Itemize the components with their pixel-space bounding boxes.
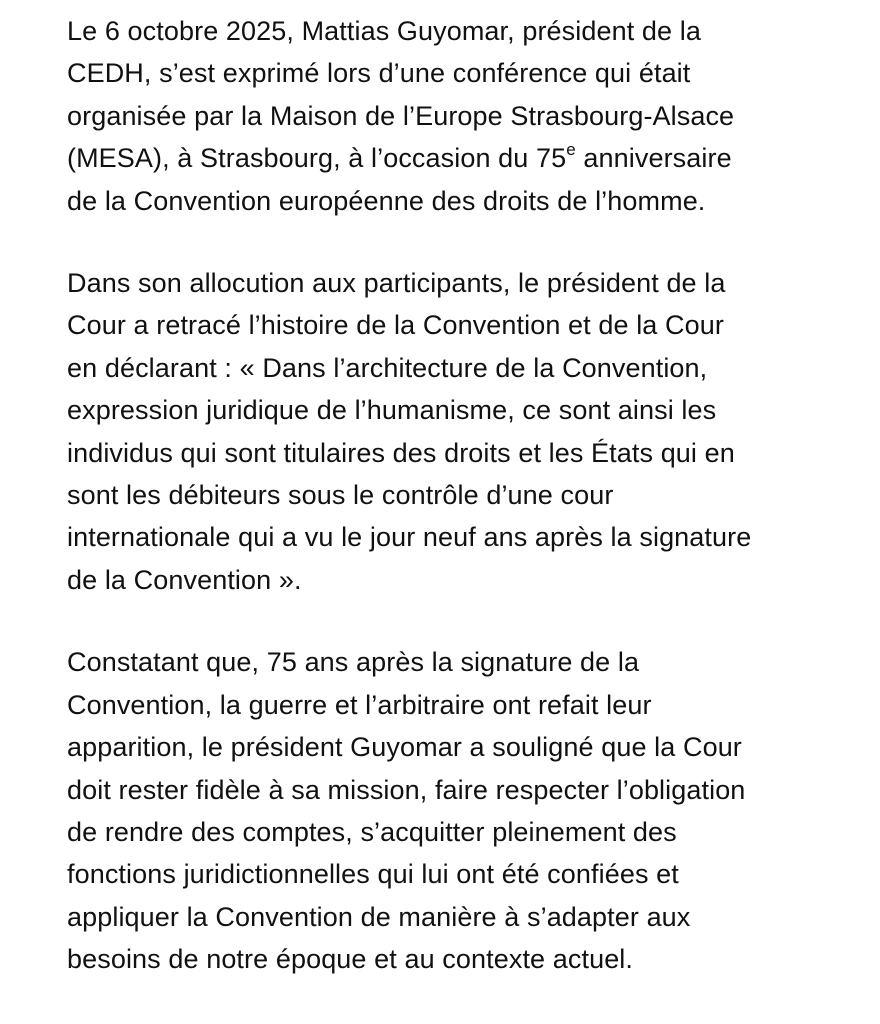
text-line: Cour a retracé l’histoire de la Convention et de la Cour bbox=[67, 310, 724, 341]
text-line: Le 6 octobre 2025, Mattias Guyomar, président de la bbox=[67, 16, 701, 46]
text-line: individus qui sont titulaires des droits et les États qui en bbox=[67, 437, 735, 468]
text-line: en déclarant : « Dans l’architecture de la Convention, bbox=[67, 352, 708, 383]
text-line: doit rester fidèle à sa mission, faire respecter l’obligation bbox=[67, 774, 746, 805]
text-line: internationale qui a vu le jour neuf ans après la signature bbox=[67, 522, 752, 553]
text-line: de rendre des comptes, s’acquitter pleinement des bbox=[67, 816, 677, 847]
ordinal-superscript: e bbox=[566, 140, 576, 160]
text-segment: anniversaire bbox=[575, 143, 732, 174]
paragraph-2 bbox=[67, 262, 827, 601]
text-line: de la Convention ». bbox=[67, 564, 302, 595]
text-line bbox=[67, 137, 827, 179]
text-line: Dans son allocution aux participants, le président de la bbox=[67, 268, 726, 299]
text-line: Convention, la guerre et l’arbitraire ont refait leur bbox=[67, 689, 652, 720]
text-line: expression juridique de l’humanisme, ce sont ainsi les bbox=[67, 395, 717, 426]
text-line: fonctions juridictionnelles qui lui ont été confiées et bbox=[67, 859, 679, 890]
text-line: de la Convention européenne des droits de l’homme. bbox=[67, 185, 706, 216]
paragraph-1 bbox=[67, 10, 827, 222]
text-line: organisée par la Maison de l’Europe Strasbourg-Alsace bbox=[67, 100, 735, 131]
text-line: Constatant que, 75 ans après la signature de la bbox=[67, 647, 640, 678]
text-line: appliquer la Convention de manière à s’adapter aux bbox=[67, 901, 691, 932]
text-line: apparition, le président Guyomar a souligné que la Cour bbox=[67, 732, 742, 763]
text-segment: (MESA), à Strasbourg, à l’occasion du 75 bbox=[67, 143, 567, 174]
article-body bbox=[67, 10, 827, 1021]
paragraph-3 bbox=[67, 641, 827, 980]
text-line: sont les débiteurs sous le contrôle d’une cour bbox=[67, 480, 614, 511]
text-line: besoins de notre époque et au contexte actuel. bbox=[67, 944, 634, 975]
text-line: CEDH, s’est exprimé lors d’une conférence qui était bbox=[67, 58, 691, 89]
